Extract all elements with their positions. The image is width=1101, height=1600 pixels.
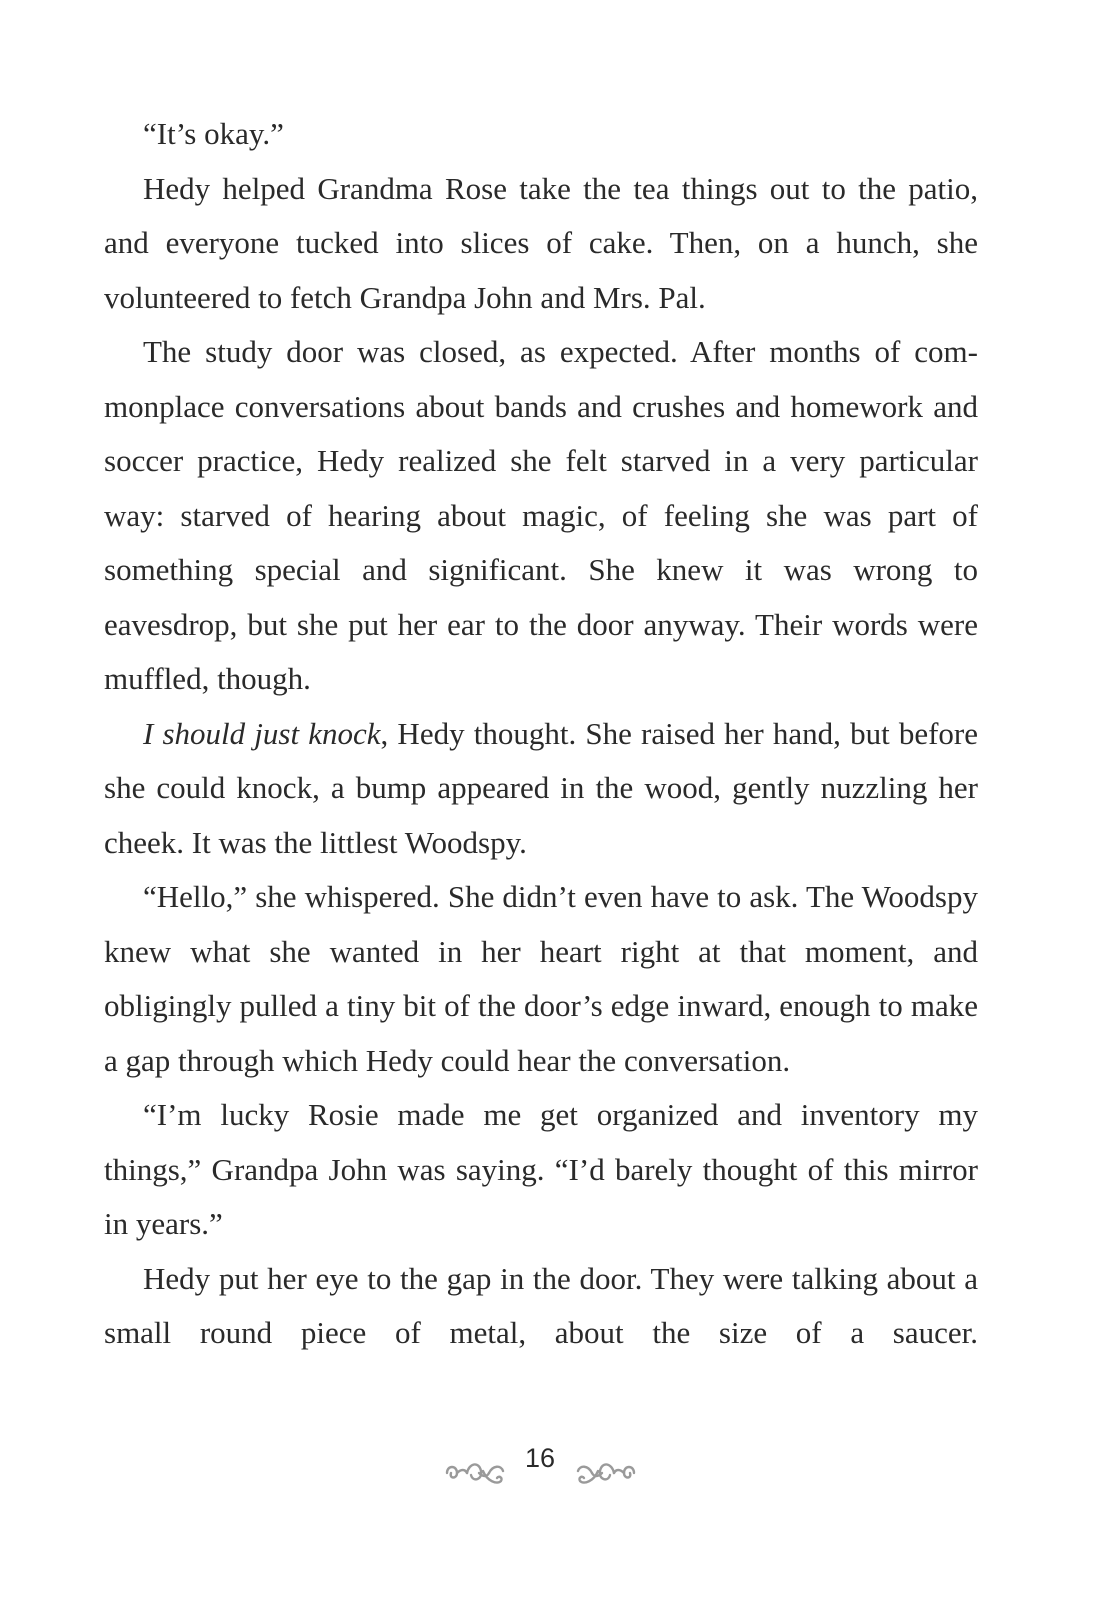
paragraph-2: Hedy helped Grandma Rose take the tea things out to the patio, and everyone tucked into slices of cake. Then, on a hunch, she volunteered to fetch Grandpa John and Mrs. Pal. xyxy=(104,170,978,315)
paragraph-3: The study door was closed, as expected. After months of commonplace conversations about bands and crushes and homework and soccer practice, Hedy realized she felt starved in a very particular way: starved of hearing about magic, of feeling she was part of something special and significant. She knew it was wrong to eavesdrop, but she put her ear to the door anyway. Their words were muffled, though. xyxy=(104,334,978,696)
paragraph-6: “I’m lucky Rosie made me get organized and inventory my things,” Grandpa John was saying. “I’d barely thought of this mirror in years.” xyxy=(104,1097,978,1241)
flourish-right-icon xyxy=(574,1451,638,1496)
paragraph-5: “Hello,” she whispered. She didn’t even have to ask. The Woodspy knew what she wanted in her heart right at that moment, and obligingly pulled a tiny bit of the door’s edge inward, enough to make a gap through which Hedy could hear the conversation. xyxy=(104,879,978,1078)
italic-thought: I should just knock xyxy=(143,715,381,751)
paragraph-7: Hedy put her eye to the gap in the door. They were talking about a small round piece of metal, about the size of a saucer. xyxy=(104,1260,978,1350)
page-footer xyxy=(0,1443,1101,1503)
paragraph-4 xyxy=(104,707,978,871)
flourish-left-icon xyxy=(443,1451,507,1496)
paragraph-4-text: , Hedy thought. She raised her hand, but before she could knock, a bump appeared in the wood, gently nuzzling her cheek. It was the littlest Woodspy. xyxy=(104,715,978,860)
paragraph-1: “It’s okay.” xyxy=(143,116,284,151)
page-number: 16 xyxy=(524,1443,556,1473)
page-body xyxy=(104,107,978,1361)
